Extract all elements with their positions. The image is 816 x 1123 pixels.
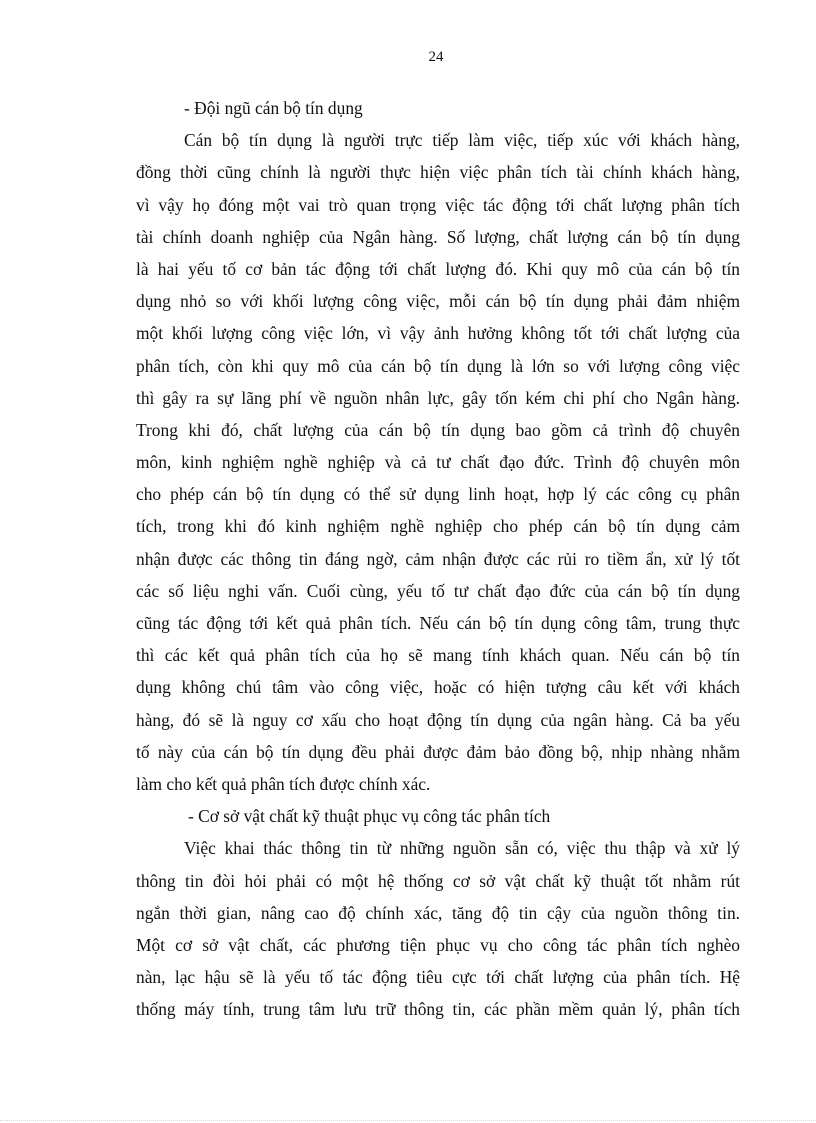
- page-number: 24: [428, 49, 444, 65]
- paragraph-line: dụng nhỏ so với khối lượng công việc, mỗi cán bộ tín dụng phải đảm nhiệm: [136, 291, 740, 312]
- paragraph-line: thì các kết quả phân tích của họ sẽ mang tính khách quan. Nếu cán bộ tín: [136, 645, 740, 666]
- page-bottom-rule: [0, 1120, 816, 1121]
- paragraph-line: ngắn thời gian, nâng cao độ chính xác, tăng độ tin cậy của nguồn thông tin.: [136, 902, 740, 923]
- paragraph-line: Trong khi đó, chất lượng của cán bộ tín dụng bao gồm cả trình độ chuyên: [136, 419, 740, 440]
- paragraph-line: thì gây ra sự lãng phí về nguồn nhân lực, gây tốn kém chi phí cho Ngân hàng.: [136, 387, 740, 408]
- paragraph-line: là hai yếu tố cơ bản tác động tới chất lượng đó. Khi quy mô của cán bộ tín: [136, 258, 740, 279]
- paragraph-line: Việc khai thác thông tin từ những nguồn sẵn có, việc thu thập và xử lý: [184, 838, 740, 859]
- paragraph-line: Cán bộ tín dụng là người trực tiếp làm việc, tiếp xúc với khách hàng,: [184, 130, 740, 151]
- paragraph-line: cũng tác động tới kết quả phân tích. Nếu cán bộ tín dụng công tâm, trung thực: [136, 613, 740, 633]
- paragraph-line: cho phép cán bộ tín dụng có thể sử dụng linh hoạt, hợp lý các công cụ phân: [136, 484, 740, 505]
- paragraph-line: hàng, đó sẽ là nguy cơ xấu cho hoạt động tín dụng của ngân hàng. Cả ba yếu: [136, 709, 740, 730]
- paragraph-line: dụng không chú tâm vào công việc, hoặc có hiện tượng câu kết với khách: [136, 677, 740, 698]
- paragraph-line: các số liệu nghi vấn. Cuối cùng, yếu tố tư chất đạo đức của cán bộ tín dụng: [136, 580, 740, 601]
- document-body: [136, 92, 740, 1025]
- paragraph-line: tố này của cán bộ tín dụng đều phải được đảm bảo đồng bộ, nhịp nhàng nhằm: [136, 741, 740, 762]
- paragraph-line: phân tích, còn khi quy mô của cán bộ tín dụng là lớn so với lượng công việc: [136, 355, 740, 376]
- paragraph-line: nhận được các thông tin đáng ngờ, cảm nhận được các rủi ro tiềm ẩn, xử lý tốt: [136, 548, 740, 569]
- section-heading-facilities: - Cơ sở vật chất kỹ thuật phục vụ công tác phân tích: [188, 806, 551, 827]
- paragraph-line: vì vậy họ đóng một vai trò quan trọng việc tác động tới chất lượng phân tích: [136, 194, 740, 215]
- paragraph-line: làm cho kết quả phân tích được chính xác.: [136, 773, 431, 794]
- paragraph-line: tích, trong khi đó kinh nghiệm nghề nghiệp cho phép cán bộ tín dụng cảm: [136, 516, 740, 537]
- paragraph-line: Một cơ sở vật chất, các phương tiện phục vụ cho công tác phân tích nghèo: [136, 934, 740, 955]
- section-heading-credit-staff: - Đội ngũ cán bộ tín dụng: [184, 98, 363, 118]
- paragraph-line: đồng thời cũng chính là người thực hiện việc phân tích tài chính khách hàng,: [136, 162, 740, 183]
- paragraph-line: nàn, lạc hậu sẽ là yếu tố tác động tiêu cực tới chất lượng của phân tích. Hệ: [136, 967, 740, 988]
- paragraph-line: môn, kinh nghiệm nghề nghiệp và cả tư chất đạo đức. Trình độ chuyên môn: [136, 452, 740, 473]
- paragraph-line: tài chính doanh nghiệp của Ngân hàng. Số lượng, chất lượng cán bộ tín dụng: [136, 226, 740, 247]
- paragraph-line: thống máy tính, trung tâm lưu trữ thông tin, các phần mềm quản lý, phân tích: [136, 999, 740, 1020]
- paragraph-line: một khối lượng công việc lớn, vì vậy ảnh hưởng không tốt tới chất lượng của: [136, 323, 740, 344]
- paragraph-line: thông tin đòi hỏi phải có một hệ thống cơ sở vật chất kỹ thuật tốt nhằm rút: [136, 870, 740, 891]
